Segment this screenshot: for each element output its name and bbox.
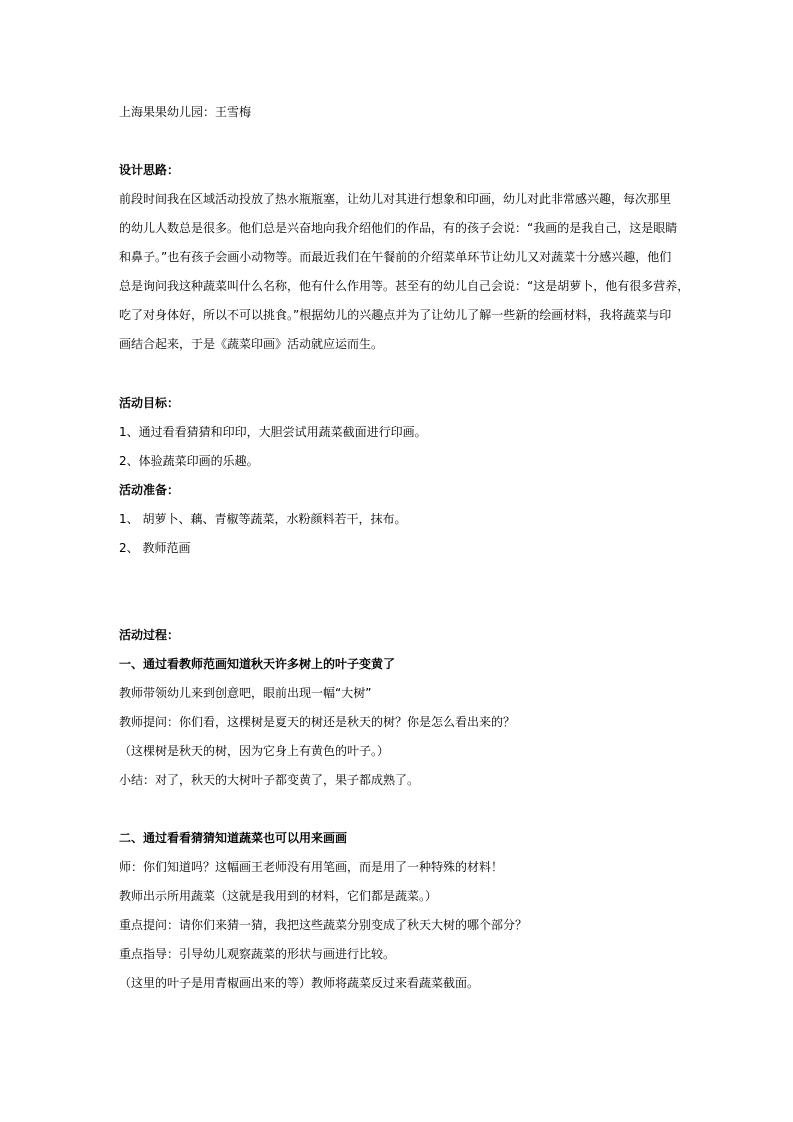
section2-title: 二、通过看看猜猜知道蔬菜也可以用来画画 xyxy=(119,831,348,845)
goals-heading: 活动目标： xyxy=(119,396,180,410)
process-heading: 活动过程： xyxy=(119,628,180,642)
goal-item: 1、通过看看猜猜和印印，大胆尝试用蔬菜截面进行印画。 xyxy=(119,425,427,439)
section2-line: 教师出示所用蔬菜（这就是我用到的材料，它们都是蔬菜。） xyxy=(119,889,438,903)
design-heading: 设计思路： xyxy=(119,163,180,177)
design-line: 画结合起来，于是《蔬菜印画》活动就应运而生。 xyxy=(119,337,384,351)
prep-heading: 活动准备： xyxy=(119,483,180,497)
design-line: 的幼儿人数总是很多。他们总是兴奋地向我介绍他们的作品，有的孩子会说：“我画的是我自己，这是眼睛 xyxy=(119,221,678,235)
section1-line: 教师带领幼儿来到创意吧，眼前出现一幅“大树” xyxy=(119,686,372,700)
section1-line: 教师提问：你们看，这棵树是夏天的树还是秋天的树？你是怎么看出来的？ xyxy=(119,715,516,729)
section1-line: （这棵树是秋天的树，因为它身上有黄色的叶子。） xyxy=(119,744,390,758)
design-line: 前段时间我在区域活动投放了热水瓶瓶塞，让幼儿对其进行想象和印画，幼儿对此非常感兴趣，每次那里 xyxy=(119,192,672,206)
section2-line: 重点提问：请你们来猜一猜，我把这些蔬菜分别变成了秋天大树的哪个部分？ xyxy=(119,918,528,932)
author-line: 上海果果幼儿园：王雪梅 xyxy=(119,105,252,119)
design-line: 吃了对身体好，所以不可以挑食。”根据幼儿的兴趣点并为了让幼儿了解一些新的绘画材料，我将蔬菜与印 xyxy=(119,308,672,322)
prep-item: 1、 胡萝卜、藕、青椒等蔬菜，水粉颜料若干，抹布。 xyxy=(119,512,407,526)
section2-line: （这里的叶子是用青椒画出来的等）教师将蔬菜反过来看蔬菜截面。 xyxy=(119,976,480,990)
section1-title: 一、通过看教师范画知道秋天许多树上的叶子变黄了 xyxy=(119,657,396,671)
prep-item: 2、 教师范画 xyxy=(119,541,191,555)
section2-line: 重点指导：引导幼儿观察蔬菜的形状与画进行比较。 xyxy=(119,947,396,961)
section2-line: 师：你们知道吗？这幅画王老师没有用笔画，而是用了一种特殊的材料！ xyxy=(119,860,504,874)
design-line: 和鼻子。”也有孩子会画小动物等。而最近我们在午餐前的介绍菜单环节让幼儿又对蔬菜十分感兴趣，他们 xyxy=(119,250,672,264)
design-line: 总是询问我这种蔬菜叫什么名称，他有什么作用等。甚至有的幼儿自己会说：“这是胡萝卜，他有很多营养， xyxy=(119,279,690,293)
section1-line: 小结：对了，秋天的大树叶子都变黄了，果子都成熟了。 xyxy=(119,773,420,787)
goal-item: 2、体验蔬菜印画的乐趣。 xyxy=(119,454,259,468)
